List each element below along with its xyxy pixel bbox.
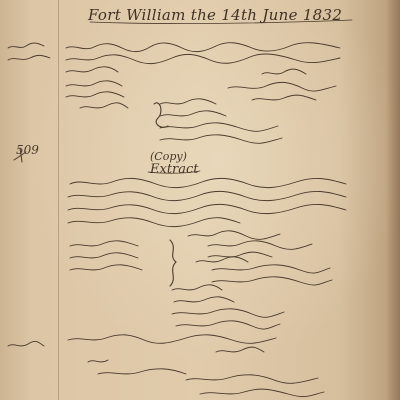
handwriting-stroke xyxy=(262,69,306,74)
folio-number: 509 xyxy=(16,143,39,157)
handwriting-stroke xyxy=(70,265,142,270)
handwriting-stroke xyxy=(160,111,226,116)
handwriting-stroke xyxy=(70,178,346,187)
handwriting-stroke xyxy=(8,55,50,60)
handwriting-stroke xyxy=(160,123,278,132)
handwriting-stroke xyxy=(216,347,264,352)
handwriting-stroke xyxy=(176,321,280,329)
handwriting-stroke xyxy=(196,257,248,262)
handwriting-stroke xyxy=(228,82,336,91)
copy-label: (Copy) xyxy=(150,150,187,163)
handwriting-stroke xyxy=(252,95,316,100)
handwriting-stroke xyxy=(174,297,234,302)
handwriting-stroke xyxy=(68,218,240,227)
book-spine-shadow xyxy=(386,0,400,400)
handwriting-stroke xyxy=(66,43,340,52)
handwriting-stroke xyxy=(160,135,282,144)
handwriting-stroke xyxy=(66,81,122,86)
extract-label: Extract xyxy=(150,162,199,177)
handwriting-stroke xyxy=(212,265,330,273)
handwriting-stroke xyxy=(98,369,186,374)
handwriting-stroke xyxy=(68,191,346,200)
handwriting-stroke xyxy=(80,103,128,108)
handwriting-stroke xyxy=(208,241,312,250)
handwriting-stroke xyxy=(170,240,176,286)
page-heading: Fort William the 14th June 1832 xyxy=(88,6,343,24)
handwriting-stroke xyxy=(14,148,26,162)
handwriting-stroke xyxy=(148,171,200,173)
handwriting-stroke xyxy=(160,99,216,104)
handwriting-stroke xyxy=(66,92,124,97)
handwriting-stroke xyxy=(188,231,280,240)
handwriting-stroke xyxy=(172,285,222,290)
handwriting-stroke xyxy=(208,252,272,257)
handwriting-stroke xyxy=(66,67,118,72)
handwriting-stroke xyxy=(88,360,108,362)
handwriting-stroke xyxy=(172,309,284,318)
handwriting-stroke xyxy=(70,241,138,246)
handwriting-stroke xyxy=(68,204,346,213)
handwriting-stroke xyxy=(70,253,138,258)
handwriting-stroke xyxy=(212,277,332,285)
handwriting-stroke xyxy=(66,54,340,64)
handwriting-stroke xyxy=(186,375,318,384)
handwriting-stroke xyxy=(200,389,324,397)
handwriting-stroke xyxy=(8,43,44,48)
handwriting-stroke xyxy=(90,20,352,24)
handwriting-stroke xyxy=(8,341,44,346)
handwriting-stroke xyxy=(68,335,276,344)
